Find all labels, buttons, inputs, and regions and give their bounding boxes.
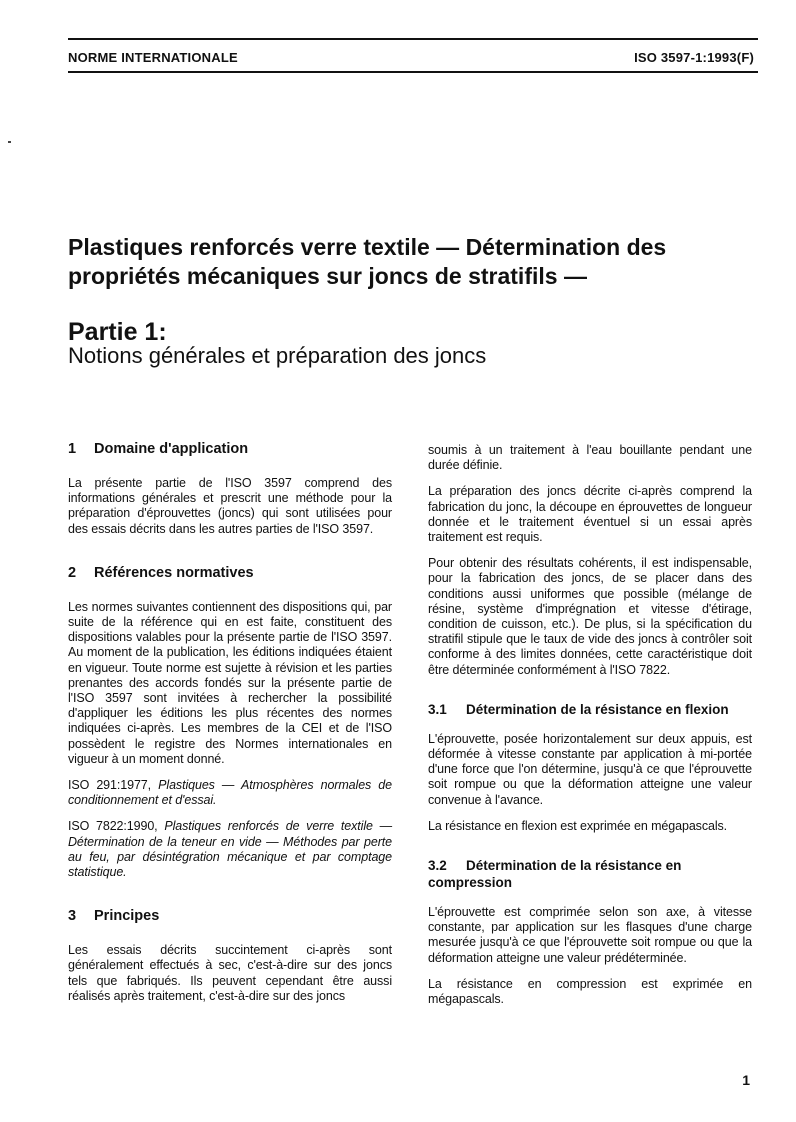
section-3-1-paragraph-1: L'éprouvette, posée horizontalement sur deux appuis, est déformée à vitesse constante par application à mi-portée d'une force que l'on détermine, jusqu'à ce que l'éprouvette soit rompue ou que la déformation atteigne une valeur convenue à l'avance. <box>428 731 752 807</box>
section-1-heading: 1 Domaine d'application <box>68 441 249 457</box>
section-3-2-paragraph-1: L'éprouvette est comprimée selon son axe, à vitesse constante, par application sur les flasques d'une charge mesurée jusqu'à ce que l'éprouvette soit rompue ou que la déformation atteigne une valeur prédéterminée. <box>428 905 752 965</box>
margin-mark <box>8 141 11 143</box>
left-column <box>68 440 392 1015</box>
header-bottom-rule <box>68 71 758 73</box>
section-3-heading: 3 Principes <box>68 908 160 925</box>
part-subtitle: Notions générales et préparation des joncs <box>68 343 487 368</box>
section-2-paragraph: Les normes suivantes contiennent des dispositions qui, par suite de la référence qui en est faite, constituent des dispositions valables pour la présente partie de l'ISO 3597. Au moment de la publication, les éditions indiquées étaient en vigueur. Toute norme est sujette à révision et les parties prenantes des accords fondés sur la présente partie de l'ISO 3597 sont invitées à rechercher la possibilité d'appliquer les éditions les plus récentes des normes indiquées ci-après. Les membres de la CEI et de l'ISO possèdent le registre des Normes internationales en vigueur à un moment donné. <box>68 599 392 766</box>
document-title <box>68 233 768 291</box>
section-3-1-paragraph-2: La résistance en flexion est exprimée en mégapascals. <box>428 818 728 833</box>
reference-iso-291: ISO 291:1977, Plastiques — Atmosphères normales de conditionnement et d'essai. <box>68 778 393 808</box>
section-3-paragraph-1-continued: soumis à un traitement à l'eau bouillante pendant une durée définie. <box>428 443 752 473</box>
title-line-1: Plastiques renforcés verre textile — Détermination des <box>68 234 667 260</box>
page-number: 1 <box>742 1072 750 1088</box>
section-3-2-paragraph-2: La résistance en compression est exprimée en mégapascals. <box>428 976 752 1007</box>
header-top-rule <box>68 38 758 40</box>
reference-iso-7822: ISO 7822:1990, Plastiques renforcés de verre textile — Détermination de la teneur en vide — Méthodes par perte au feu, par désintégration mécanique et par comptage statistique. <box>68 819 393 880</box>
section-3-2-heading: 3.2 Détermination de la résistance en compression <box>428 858 682 891</box>
section-2-heading: 2 Références normatives <box>68 564 254 581</box>
header-standard-type: NORME INTERNATIONALE <box>68 50 238 65</box>
header-standard-number: ISO 3597-1:1993(F) <box>634 50 754 65</box>
section-3-paragraph-1: Les essais décrits succintement ci-après sont généralement effectués à sec, c'est-à-dire sur des joncs tels que fabriqués. Ils peuvent cependant être aussi réalisés après traitement, c'est-à-dire sur des joncs <box>68 943 392 1003</box>
title-line-2: propriétés mécaniques sur joncs de stratifils — <box>68 263 587 289</box>
part-label: Partie 1: <box>68 318 167 346</box>
section-3-paragraph-3: Pour obtenir des résultats cohérents, il est indispensable, pour la fabrication des joncs, de se placer dans des conditions aussi uniformes que possible (mélange de résine, système d'imprégnation et vitesse d'étirage, condition de cuisson, etc.). De plus, si la spécification du stratifil stipule que le taux de vide des joncs à contrôler soit conforme à des limites données, cette caractéristique doit être déterminée conformément à l'ISO 7822. <box>428 556 752 677</box>
section-1-paragraph: La présente partie de l'ISO 3597 comprend des informations générales et prescrit une méthode pour la préparation d'éprouvettes (joncs) qui sont utilisées pour des essais décrits dans les autres parties de l'ISO 3597. <box>68 476 392 536</box>
section-3-paragraph-2: La préparation des joncs décrite ci-après comprend la fabrication du jonc, la découpe en éprouvettes de longueur donnée et le traitement éventuel si un essai après traitement est requis. <box>428 484 752 545</box>
right-column <box>428 443 752 1018</box>
section-3-1-heading: 3.1 Détermination de la résistance en flexion <box>428 701 729 717</box>
